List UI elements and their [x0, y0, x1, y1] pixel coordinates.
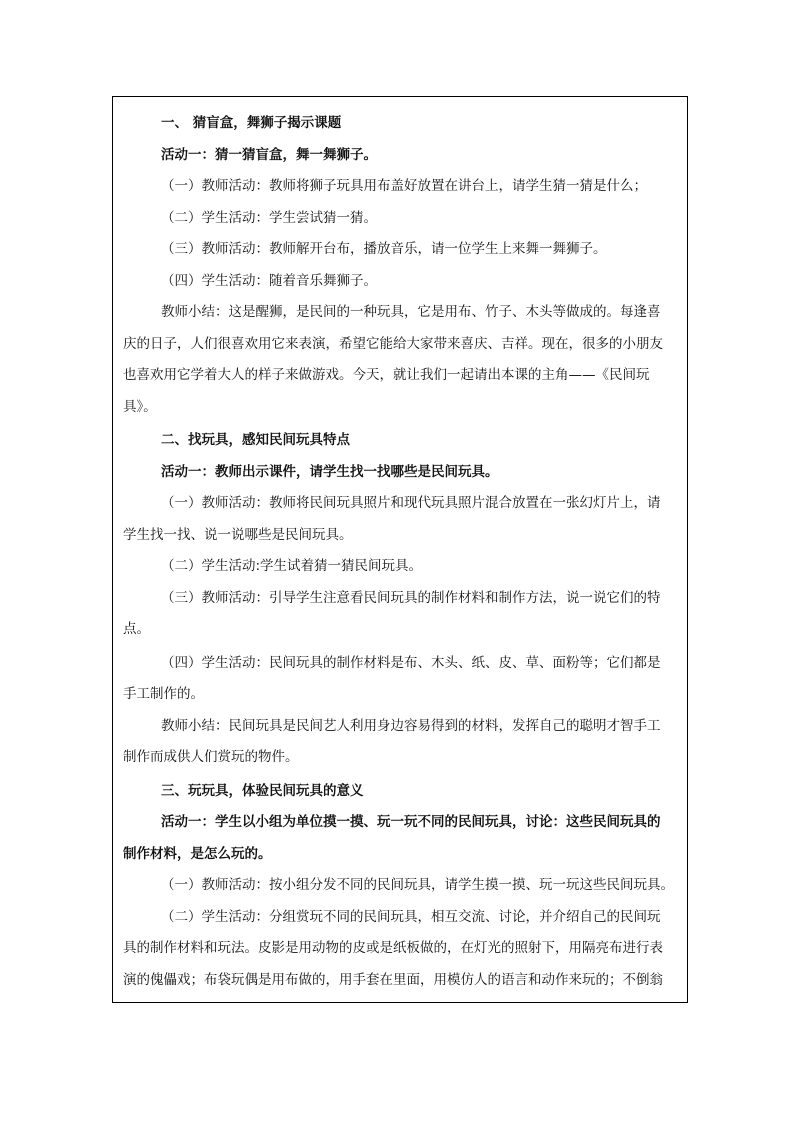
section3-step2-line: （二）学生活动：分组赏玩不同的民间玩具，相互交流、讨论，并介绍自己的民间玩 [161, 908, 661, 925]
section2-step1-line: （一）教师活动：教师将民间玩具照片和现代玩具照片混合放置在一张幻灯片上，请 [161, 495, 661, 511]
section3-heading: 三、玩玩具，体验民间玩具的意义 [161, 782, 364, 799]
section3-step2-line: 演的傀儡戏；布袋玩偶是用布做的，用手套在里面，用模仿人的语言和动作来玩的；不倒翁 [123, 971, 663, 988]
section1-summary-line: 教师小结：这是醒狮，是民间的一种玩具，它是用布、竹子、木头等做成的。每逢喜 [161, 304, 661, 320]
section2-activity: 活动一：教师出示课件，请学生找一找哪些是民间玩具。 [161, 463, 499, 480]
section1-step: （四）学生活动：随着音乐舞狮子。 [161, 272, 377, 289]
section1-summary-line: 具》。 [123, 398, 157, 415]
section1-summary-line: 庆的日子，人们很喜欢用它来表演，希望它能给大家带来喜庆、吉祥。现在，很多的小朋友 [123, 335, 663, 352]
section2-step4-line: 手工制作的。 [123, 686, 204, 702]
section1-step: （一）教师活动：教师将狮子玩具用布盖好放置在讲台上，请学生猜一猜是什么； [161, 178, 647, 194]
section2-heading: 二、找玩具，感知民间玩具特点 [161, 432, 350, 448]
section3-step1: （一）教师活动：按小组分发不同的民间玩具，请学生摸一摸、玩一玩这些民间玩具。 [161, 877, 674, 893]
section1-step: （三）教师活动：教师解开台布，播放音乐，请一位学生上来舞一舞狮子。 [161, 241, 607, 257]
section1-step: （二）学生活动：学生尝试猜一猜。 [161, 209, 377, 226]
section2-step1-line: 学生找一找、说一说哪些是民间玩具。 [123, 526, 353, 543]
lesson-content [113, 97, 688, 996]
section1-summary-line: 也喜欢用它学着大人的样子来做游戏。今天，就让我们一起请出本课的主角——《民间玩 [123, 367, 650, 383]
section2-step3-line: （三）教师活动：引导学生注意看民间玩具的制作材料和制作方法，说一说它们的特 [161, 589, 661, 606]
section2-step2: （二）学生活动:学生试着猜一猜民间玩具。 [161, 558, 423, 574]
lesson-plan-table-cell [112, 96, 688, 1003]
section2-summary-line: 制作而成供人们赏玩的物件。 [123, 749, 299, 765]
section3-activity-line: 制作材料，是怎么玩的。 [123, 845, 272, 862]
section2-summary-line: 教师小结：民间玩具是民间艺人利用身边容易得到的材料，发挥自己的聪明才智手工 [161, 717, 661, 734]
section1-heading: 一、 猜盲盒，舞狮子揭示课题 [161, 115, 342, 131]
section3-step2-line: 具的制作材料和玩法。皮影是用动物的皮或是纸板做的，在灯光的照射下，用隔亮布进行表 [123, 940, 663, 956]
section3-activity-line: 活动一：学生以小组为单位摸一摸、玩一玩不同的民间玩具，讨论：这些民间玩具的 [161, 814, 661, 830]
section2-step4-line: （四）学生活动：民间玩具的制作材料是布、木头、纸、皮、草、面粉等；它们都是 [161, 654, 661, 671]
section1-activity: 活动一：猜一猜盲盒，舞一舞狮子。 [161, 146, 377, 163]
section2-step3-line: 点。 [123, 621, 150, 637]
